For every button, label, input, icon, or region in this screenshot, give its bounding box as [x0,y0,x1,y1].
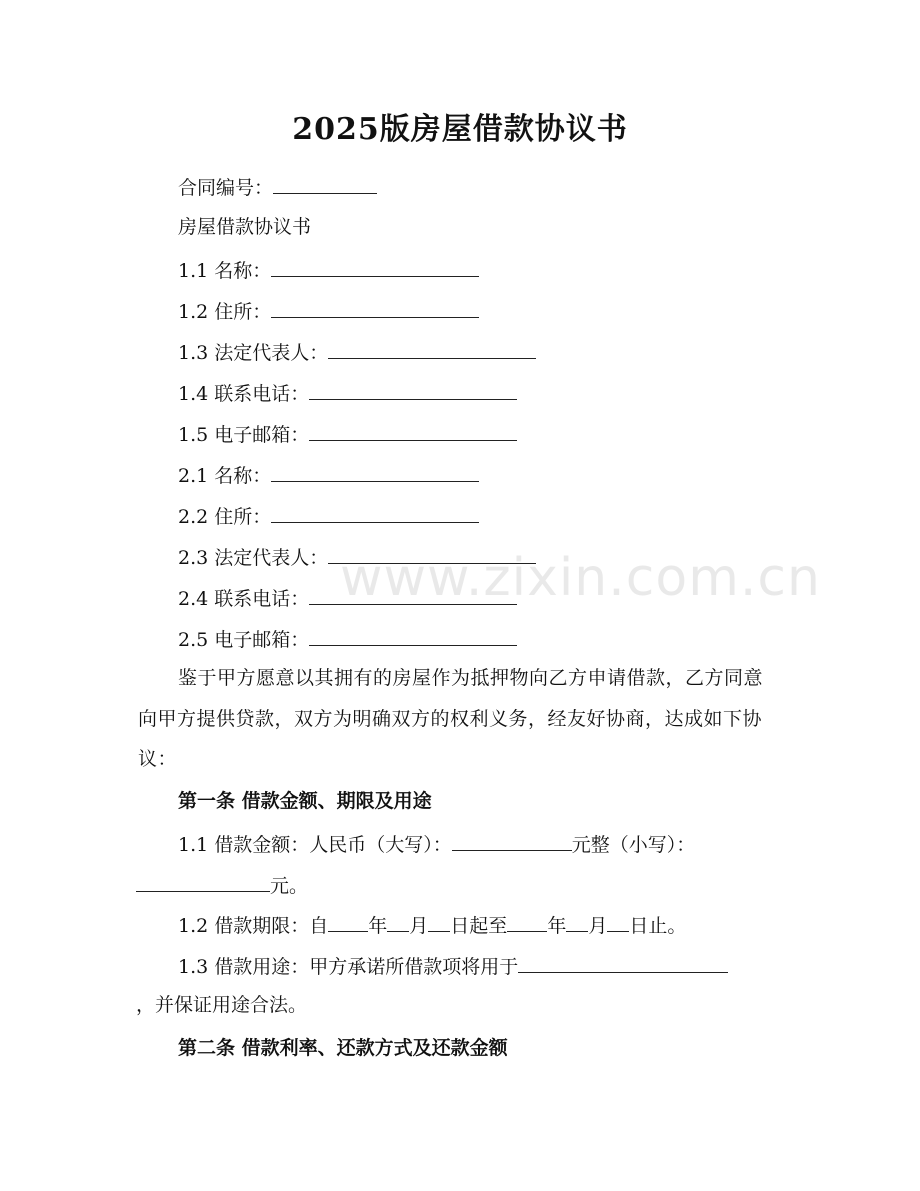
start-day-blank [428,909,450,932]
contract-number-blank [273,171,377,194]
party-field [178,500,479,532]
party-field-blank [309,582,517,605]
party-field [178,377,517,409]
party-field-blank [328,541,536,564]
clause-1-2-month2: 月 [588,915,608,937]
party-field [178,336,536,368]
clause-1-1-middle: 元整（小写）： [571,834,696,856]
preamble-paragraph: 鉴于甲方愿意以其拥有的房屋作为抵押物向乙方申请借款，乙方同意向甲方提供贷款，双方为明确双方的权利义务，经友好协商，达成如下协议： [138,667,764,770]
start-month-blank [387,909,409,932]
clause-1-2-year1: 年 [368,915,388,937]
clause-1-3-suffix: ，并保证用途合法。 [136,994,308,1016]
amount-uppercase-blank [452,828,572,851]
clause-1-3-prefix: 1.3 借款用途：甲方承诺所借款项将用于 [178,956,519,978]
party-field-label: 1.3 法定代表人： [178,342,329,364]
clause-1-2-day1: 日起至 [450,915,508,937]
clause-1-1-line2 [136,869,308,901]
party-field-label: 1.5 电子邮箱： [178,424,310,446]
clause-1-2 [178,909,686,941]
party-field-label: 1.1 名称： [178,260,272,282]
clause-1-1-suffix: 元。 [270,875,309,897]
clause-1-1-prefix: 1.1 借款金额：人民币（大写）： [178,834,452,856]
party-field-label: 2.3 法定代表人： [178,547,329,569]
contract-number-line [178,171,377,203]
watermark: www.zixin.com.cn [340,548,821,608]
party-field-label: 2.4 联系电话： [178,588,310,610]
party-field [178,418,517,450]
party-field-blank [328,336,536,359]
clause-1-2-year2: 年 [547,915,567,937]
clause-1-2-month1: 月 [409,915,429,937]
party-field [178,623,517,655]
party-field-blank [309,418,517,441]
document-title: 2025版房屋借款协议书 [292,112,628,147]
party-field [178,582,517,614]
party-field-blank [271,459,479,482]
loan-purpose-blank [518,950,728,973]
article-2-heading: 第二条 借款利率、还款方式及还款金额 [178,1037,508,1059]
party-field-blank [309,377,517,400]
party-field-blank [271,254,479,277]
party-field [178,295,479,327]
clause-1-2-day2: 日止。 [629,915,687,937]
contract-number-label: 合同编号： [178,177,274,199]
party-field-blank [271,295,479,318]
party-field-label: 2.1 名称： [178,465,272,487]
clause-1-1-line1 [178,828,695,860]
party-field [178,541,536,573]
end-month-blank [566,909,588,932]
party-field-label: 1.4 联系电话： [178,383,310,405]
party-field-blank [271,500,479,523]
party-field [178,254,479,286]
clause-1-2-prefix: 1.2 借款期限：自 [178,915,329,937]
end-day-blank [607,909,629,932]
party-field-label: 1.2 住所： [178,301,272,323]
party-field-label: 2.2 住所： [178,506,272,528]
end-year-blank [507,909,547,932]
party-field [178,459,479,491]
start-year-blank [328,909,368,932]
document-subtitle: 房屋借款协议书 [178,216,312,238]
party-field-label: 2.5 电子邮箱： [178,629,310,651]
amount-lowercase-blank [136,869,270,892]
party-field-blank [309,623,517,646]
article-1-heading: 第一条 借款金额、期限及用途 [178,790,432,812]
clause-1-3-line1 [178,950,728,982]
